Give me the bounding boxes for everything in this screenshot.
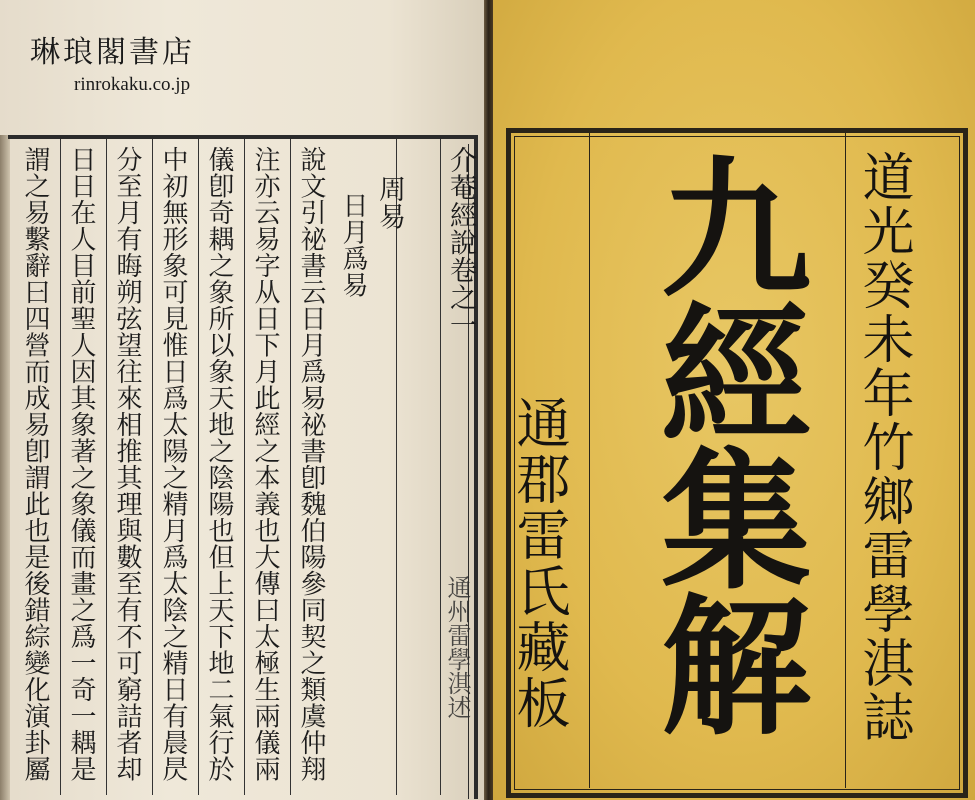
frame-divider bbox=[589, 133, 590, 788]
text-column: 說文引祕書云日月爲易祕書卽魏伯陽參同契之類虞仲翔 bbox=[296, 146, 326, 782]
entry-heading: 日月爲易 bbox=[338, 192, 368, 298]
printing-block-owner: 通郡雷氏藏板 bbox=[508, 395, 571, 731]
column-rule bbox=[396, 139, 397, 795]
left-page bbox=[0, 0, 484, 800]
book-gutter bbox=[484, 0, 493, 800]
volume-heading: 介菴經說卷之一 bbox=[445, 146, 476, 339]
column-rule bbox=[290, 139, 291, 795]
column-rule bbox=[198, 139, 199, 795]
column-rule bbox=[106, 139, 107, 795]
text-column: 日日在人目前聖人因其象著之象儀而畫之爲一奇一耦是 bbox=[66, 146, 96, 782]
frame-divider bbox=[845, 133, 846, 788]
column-rule bbox=[152, 139, 153, 795]
section-heading: 周易 bbox=[374, 175, 405, 230]
text-column: 分至月有晦朔弦望往來相推其理與數至有不可窮詰者却 bbox=[112, 146, 142, 782]
text-column: 中初無形象可見惟日爲太陽之精月爲太陰之精日有晨昃 bbox=[158, 146, 188, 782]
shop-name: 琳琅閣書店 bbox=[30, 35, 195, 70]
book-title: 九經集解 bbox=[635, 150, 809, 734]
text-column: 儀卽奇耦之象所以象天地之陰陽也但上天下地二氣行於 bbox=[204, 146, 234, 782]
text-column: 謂之易繫辭曰四營而成易卽謂此也是後錯綜變化演卦屬 bbox=[20, 146, 50, 782]
column-rule bbox=[60, 139, 61, 795]
publication-date: 道光癸未年竹鄉雷學淇誌 bbox=[853, 150, 913, 744]
text-column: 注亦云易字从日下月此經之本義也大傳曰太極生兩儀兩 bbox=[250, 146, 280, 782]
shop-watermark bbox=[30, 36, 195, 96]
column-rule bbox=[244, 139, 245, 795]
author-attribution: 通州雷學淇述 bbox=[443, 575, 471, 719]
shop-url: rinrokaku.co.jp bbox=[74, 74, 191, 95]
